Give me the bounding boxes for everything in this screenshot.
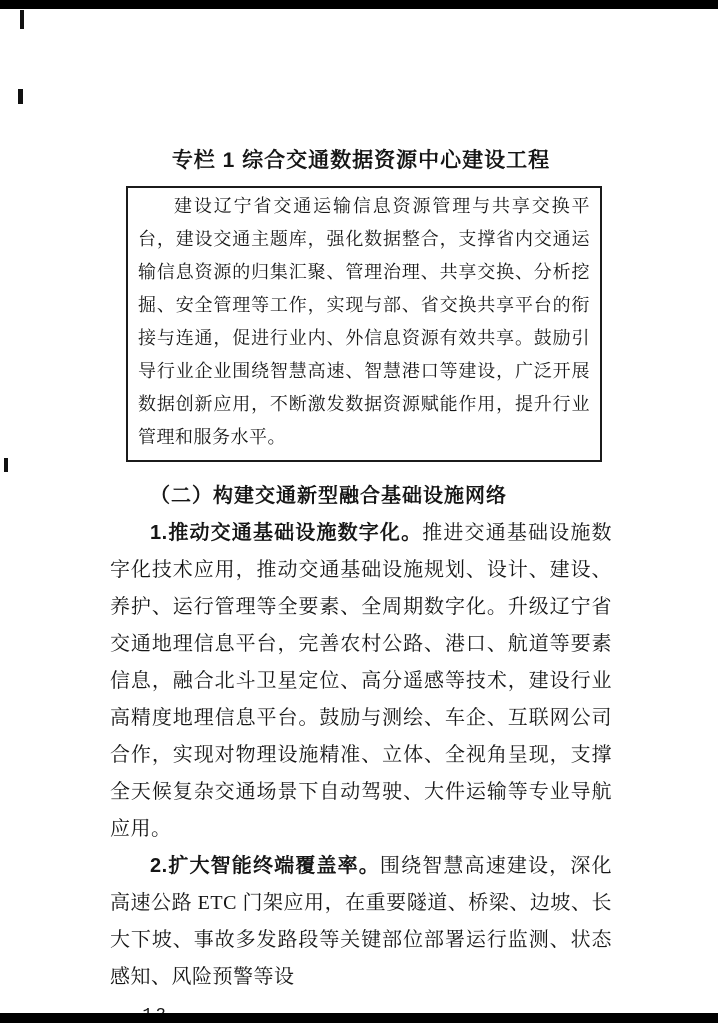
scan-artifact bbox=[20, 10, 24, 29]
scan-artifact bbox=[4, 458, 8, 472]
scan-edge-bottom bbox=[0, 1013, 718, 1023]
page-content bbox=[110, 0, 612, 1023]
section-heading: （二）构建交通新型融合基础设施网络 bbox=[150, 485, 507, 507]
callout-box bbox=[126, 186, 602, 462]
callout-box-text: 建设辽宁省交通运输信息资源管理与共享交换平台，建设交通主题库，强化数据整合，支撑省内交通运输信息资源的归集汇聚、管理治理、共享交换、分析挖掘、安全管理等工作，实现与部、省交换共享平台的衔接与连通，促进行业内、外信息资源有效共享。鼓励引导行业企业围绕智慧高速、智慧港口等建设，广泛开展数据创新应用，不断激发数据资源赋能作用，提升行业管理和服务水平。 bbox=[138, 196, 590, 447]
paragraph-2 bbox=[110, 848, 612, 996]
callout-box-title: 专栏 1 综合交通数据资源中心建设工程 bbox=[171, 149, 551, 172]
paragraph-2-lead: 2.扩大智能终端覆盖率。 bbox=[150, 855, 380, 877]
paragraph-2-text: 围绕智慧高速建设，深化高速公路 ETC 门架应用，在重要隧道、桥梁、边坡、长大下坡、事故多发路段等关键部位部署运行监测、状态感知、风险预警等设 bbox=[110, 855, 612, 988]
paragraph-1-lead: 1.推动交通基础设施数字化。 bbox=[150, 522, 423, 544]
paragraph-1-text: 推进交通基础设施数字化技术应用，推动交通基础设施规划、设计、建设、养护、运行管理等全要素、全周期数字化。升级辽宁省交通地理信息平台，完善农村公路、港口、航道等要素信息，融合北斗卫星定位、高分遥感等技术，建设行业高精度地理信息平台。鼓励与测绘、车企、互联网公司合作，实现对物理设施精准、立体、全视角呈现，支撑全天候复杂交通场景下自动驾驶、大件运输等专业导航应用。 bbox=[110, 522, 612, 840]
paragraph-1 bbox=[110, 515, 612, 848]
scan-artifact bbox=[18, 89, 23, 104]
